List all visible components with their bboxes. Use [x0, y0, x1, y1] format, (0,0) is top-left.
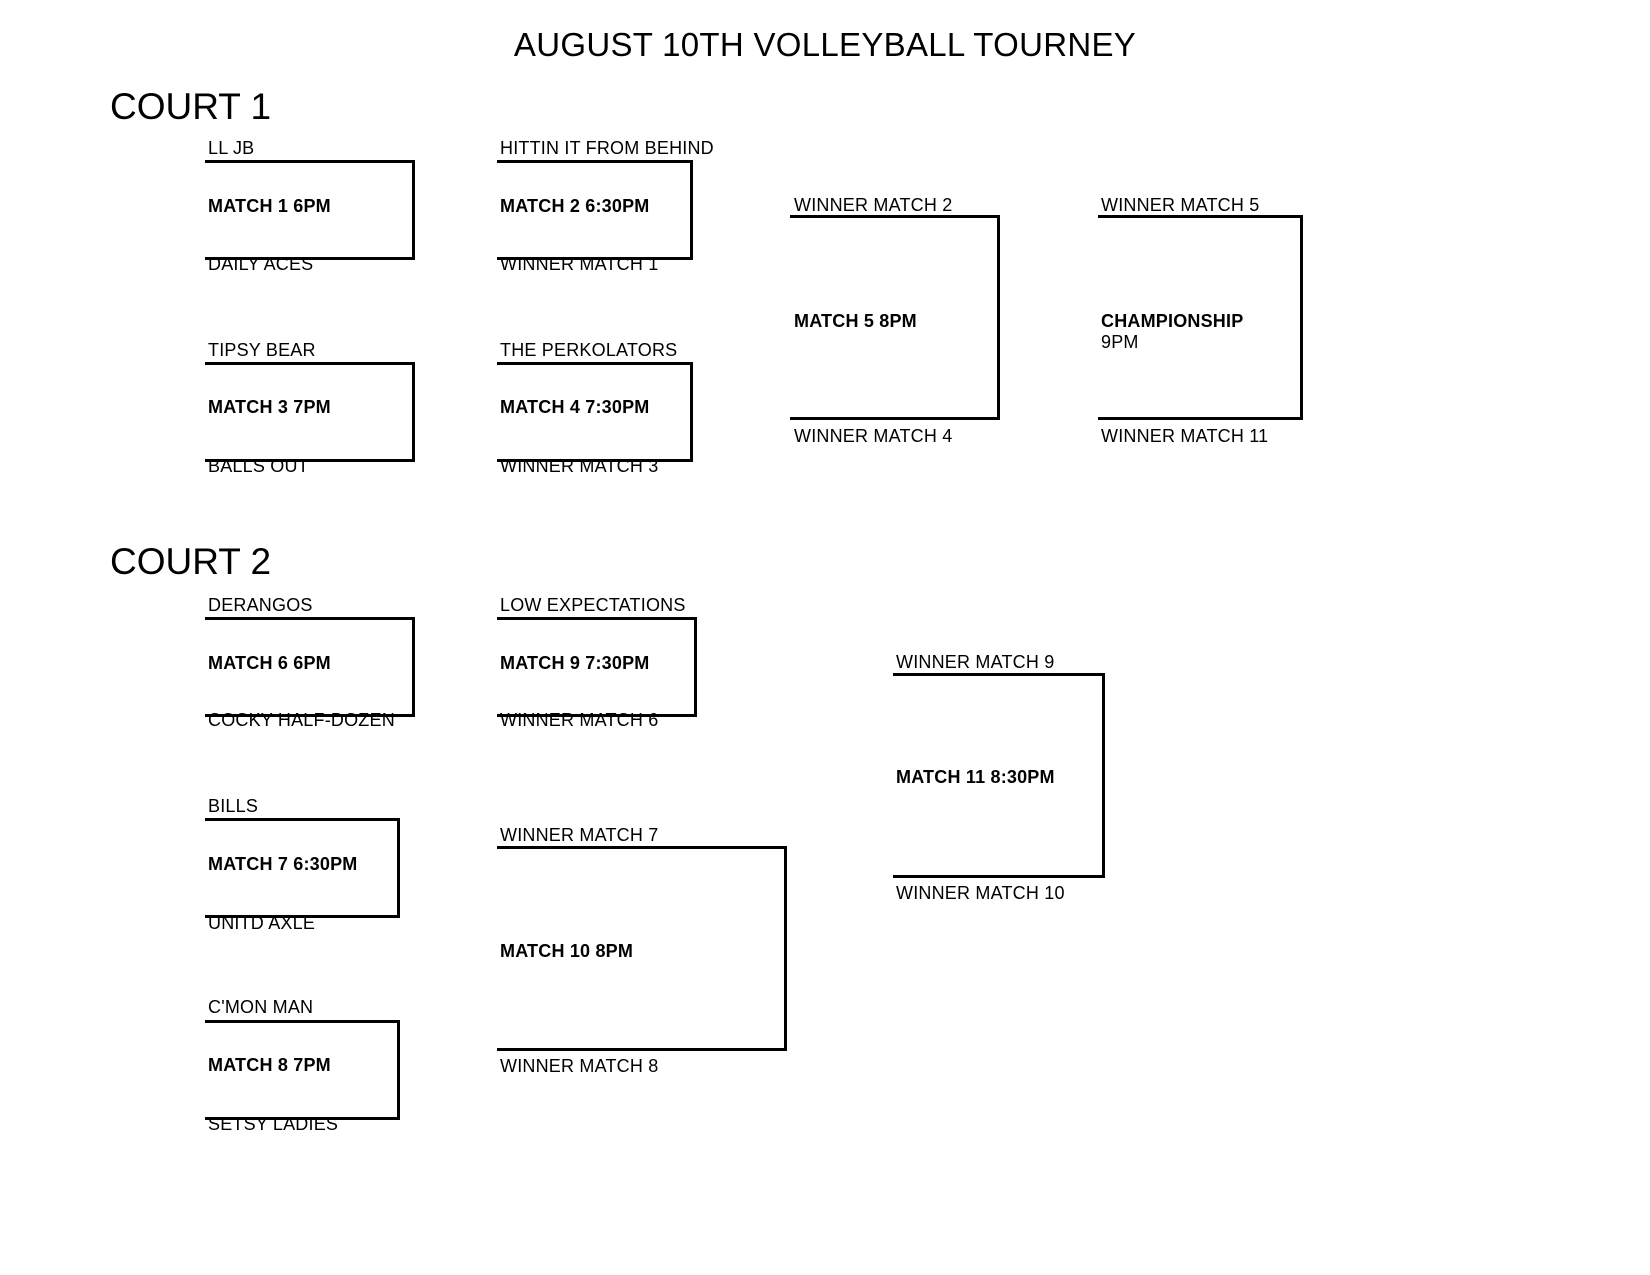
page-title: AUGUST 10TH VOLLEYBALL TOURNEY [513, 26, 1137, 63]
match-label-match-7: MATCH 7 6:30PM [208, 854, 358, 874]
bracket-bottom-team-match-7: UNITD AXLE [208, 913, 316, 933]
bracket-bottom-team-match-11: WINNER MATCH 10 [896, 883, 1065, 903]
match-label-championship [1101, 311, 1243, 353]
bracket-bottom-team-match-5: WINNER MATCH 4 [794, 426, 953, 446]
bracket-bottom-team-match-4: WINNER MATCH 3 [500, 456, 659, 476]
match-label-match-10: MATCH 10 8PM [500, 941, 634, 961]
bracket-bottom-team-championship: WINNER MATCH 11 [1101, 426, 1269, 446]
bracket-bottom-team-match-8: SETSY LADIES [208, 1114, 339, 1134]
match-label-match-1: MATCH 1 6PM [208, 196, 331, 216]
match-label-match-11: MATCH 11 8:30PM [896, 767, 1055, 787]
bracket-top-team-match-1: LL JB [208, 138, 255, 158]
bracket-top-team-match-2: HITTIN IT FROM BEHIND [500, 138, 714, 158]
match-label-match-2: MATCH 2 6:30PM [500, 196, 650, 216]
championship-time: 9PM [1101, 332, 1139, 352]
bracket-top-team-match-4: THE PERKOLATORS [500, 340, 678, 360]
bracket-bottom-team-match-1: DAILY ACES [208, 254, 314, 274]
bracket-bottom-team-match-2: WINNER MATCH 1 [500, 254, 659, 274]
match-label-match-4: MATCH 4 7:30PM [500, 397, 650, 417]
match-label-match-8: MATCH 8 7PM [208, 1055, 331, 1075]
bracket-top-team-match-11: WINNER MATCH 9 [896, 652, 1055, 672]
court-2-label: COURT 2 [110, 541, 272, 582]
bracket-bottom-team-match-6: COCKY HALF-DOZEN [208, 710, 395, 730]
bracket-top-team-match-10: WINNER MATCH 7 [500, 825, 659, 845]
bracket-bottom-team-match-9: WINNER MATCH 6 [500, 710, 659, 730]
bracket-bottom-team-match-10: WINNER MATCH 8 [500, 1056, 659, 1076]
match-label-match-5: MATCH 5 8PM [794, 311, 917, 331]
court-1-label: COURT 1 [110, 86, 272, 127]
match-label-match-3: MATCH 3 7PM [208, 397, 331, 417]
match-label-match-9: MATCH 9 7:30PM [500, 653, 650, 673]
championship-title: CHAMPIONSHIP [1101, 311, 1244, 331]
bracket-top-team-championship: WINNER MATCH 5 [1101, 195, 1260, 215]
bracket-top-team-match-5: WINNER MATCH 2 [794, 195, 953, 215]
bracket-top-team-match-8: C'MON MAN [208, 997, 314, 1017]
bracket-top-team-match-3: TIPSY BEAR [208, 340, 316, 360]
bracket-top-team-match-7: BILLS [208, 796, 259, 816]
bracket-bottom-team-match-3: BALLS OUT [208, 456, 309, 476]
match-label-match-6: MATCH 6 6PM [208, 653, 331, 673]
bracket-top-team-match-6: DERANGOS [208, 595, 313, 615]
bracket-top-team-match-9: LOW EXPECTATIONS [500, 595, 686, 615]
